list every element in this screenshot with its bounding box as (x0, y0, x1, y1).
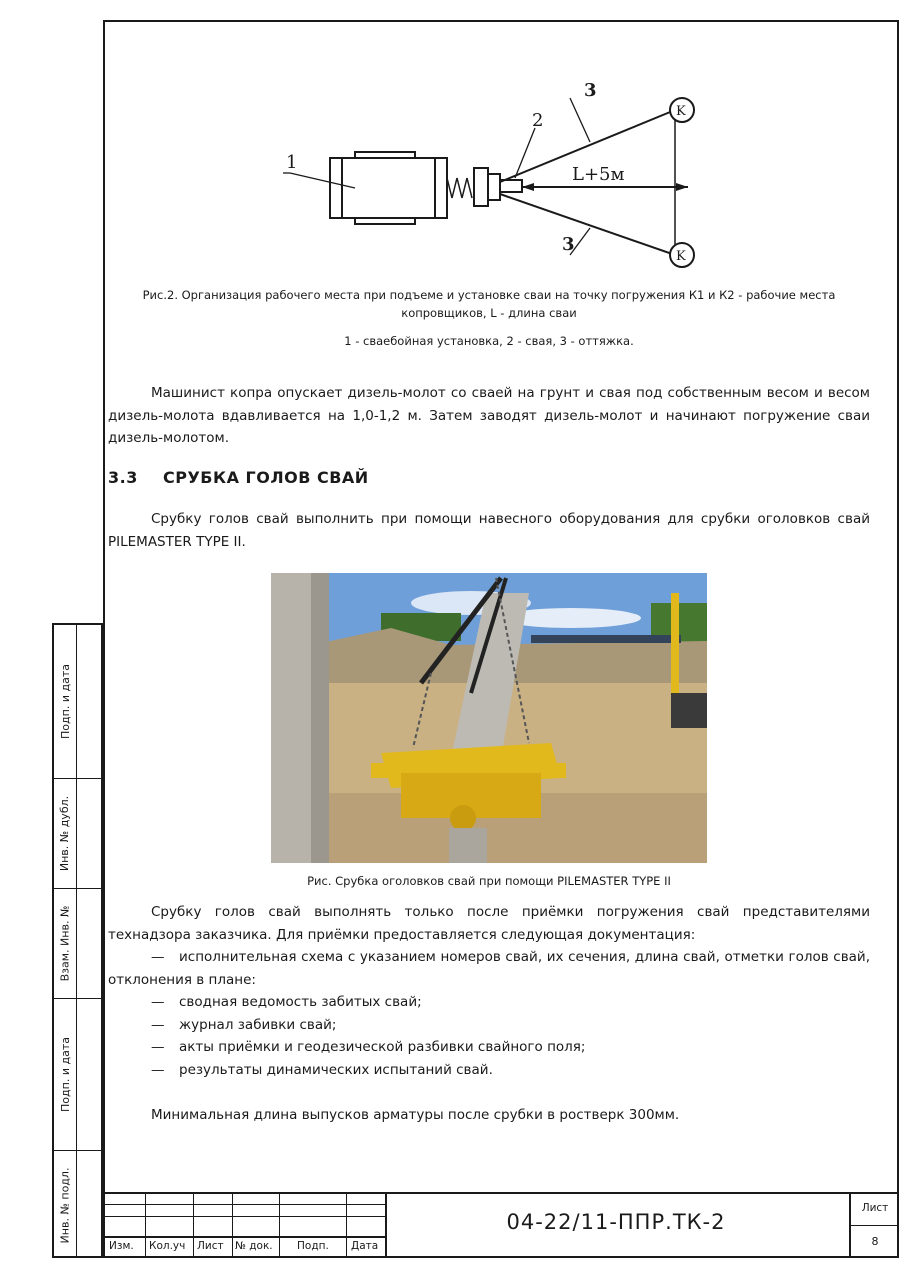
paragraph-4: Минимальная длина выпусков арматуры после срубки в ростверк 300мм. (151, 1107, 680, 1123)
list-item: — исполнительная схема с указанием номеров свай, их сечения, длина свай, отметки голов свай, отклонения в плане: (108, 949, 870, 988)
document-code: 04-22/11-ППР.ТК-2 (506, 1210, 726, 1234)
paragraph-1: Машинист копра опускает дизель-молот со сваей на грунт и свая под собственным весом и весом дизель-молота вдавливается на 1,0-1,2 м. Затем заводят дизель-молот и начинают погружение сваи дизель-молотом. (108, 385, 870, 446)
side-label-inv-podl: Инв. № подл. (58, 1167, 72, 1243)
figure-caption: Рис.2. Организация рабочего места при подъеме и установке сваи на точку погружения К1 и К2 - рабочие места копровщиков, L - длина сваи (142, 288, 836, 320)
stamp-list: Лист (197, 1240, 224, 1252)
list-item: — журнал забивки свай; (151, 1016, 337, 1033)
section-heading (108, 468, 369, 487)
list-item: — сводная ведомость забитых свай; (151, 994, 422, 1010)
label-3-bottom: 3 (562, 234, 575, 255)
stamp-podp: Подп. (297, 1240, 329, 1252)
stamp-izm: Изм. (109, 1240, 134, 1252)
figure-legend: 1 - сваебойная установка, 2 - свая, 3 - оттяжка. (344, 334, 634, 348)
section-title: СРУБКА ГОЛОВ СВАЙ (163, 468, 369, 487)
pile-rigging-diagram (270, 70, 710, 280)
section-number: 3.3 (108, 468, 138, 487)
label-1: 1 (286, 152, 298, 173)
paragraph-3: Срубку голов свай выполнять только после приёмки погружения свай представителями технадзора заказчика. Для приёмки предоставляется следующая документация: (108, 904, 870, 943)
side-stamp-strip (52, 623, 103, 1258)
label-2: 2 (532, 110, 544, 131)
list-item: — результаты динамических испытаний свай. (151, 1061, 493, 1078)
dimension-label: L+5м (572, 164, 625, 185)
list-item: — акты приёмки и геодезической разбивки свайного поля; (151, 1039, 586, 1055)
label-k-bottom: K (676, 249, 686, 264)
side-label-podp-data-2: Подп. и дата (58, 1036, 72, 1112)
stamp-kolvo: Кол.уч (149, 1240, 186, 1252)
side-label-inv-dubl: Инв. № дубл. (58, 795, 72, 871)
title-block (103, 1192, 899, 1258)
label-k-top: K (676, 104, 686, 119)
documentation-list (108, 946, 870, 1081)
side-label-vzam-inv: Взам. Инв. № (58, 905, 72, 981)
stamp-data: Дата (351, 1240, 379, 1252)
pilemaster-photo (271, 573, 707, 863)
label-3-top: 3 (584, 80, 597, 101)
stamp-ndok: № док. (235, 1240, 273, 1252)
paragraph-2: Срубку голов свай выполнить при помощи навесного оборудования для срубки оголовков свай PILEMASTER TYPE II. (108, 511, 870, 550)
photo-caption: Рис. Срубка оголовков свай при помощи PILEMASTER TYPE II (307, 874, 671, 888)
sheet-number: 8 (871, 1235, 879, 1248)
side-label-podp-data-1: Подп. и дата (58, 664, 72, 739)
sheet-label: Лист (861, 1202, 889, 1214)
